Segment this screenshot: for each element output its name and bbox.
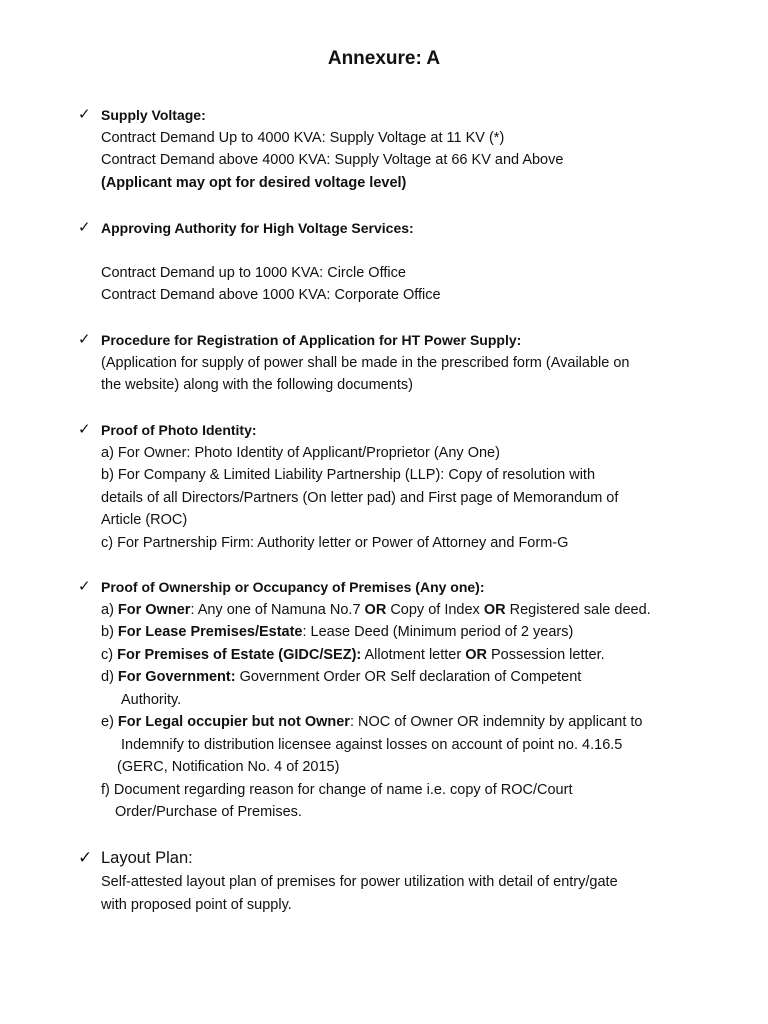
text-line: (Applicant may opt for desired voltage level) — [101, 174, 407, 191]
text-line: Order/Purchase of Premises. — [115, 804, 302, 820]
text-line: c) For Partnership Firm: Authority letter or Power of Attorney and Form-G — [101, 534, 569, 551]
text-line: Contract Demand up to 1000 KVA: Circle Office — [101, 264, 406, 281]
section-approving-authority — [78, 217, 738, 307]
text-line: a) For Owner: Photo Identity of Applicant/Proprietor (Any One) — [101, 444, 500, 461]
section-heading: ✓ Supply Voltage: — [78, 104, 738, 127]
page-title: Annexure: A — [327, 48, 441, 69]
section-procedure — [78, 329, 738, 397]
text-line: the website) along with the following documents) — [101, 377, 413, 393]
text-line: Contract Demand Up to 4000 KVA: Supply Voltage at 11 KV (*) — [101, 129, 505, 146]
text-line: a) For Owner: Any one of Namuna No.7 OR Copy of Index OR Registered sale deed. — [101, 601, 651, 618]
text-line: Authority. — [121, 691, 182, 708]
section-supply-voltage — [78, 104, 738, 194]
text-line: Self-attested layout plan of premises for power utilization with detail of entry/gate — [101, 874, 618, 890]
text-line: details of all Directors/Partners (On letter pad) and First page of Memorandum of — [101, 489, 619, 506]
text-line: Contract Demand above 4000 KVA: Supply Voltage at 66 KV and Above — [101, 152, 564, 168]
text-line: b) For Lease Premises/Estate: Lease Deed (Minimum period of 2 years) — [101, 624, 574, 640]
text-line: with proposed point of supply. — [101, 896, 292, 913]
section-heading: ✓ Proof of Photo Identity: — [78, 419, 738, 442]
text-line: b) For Company & Limited Liability Partnership (LLP): Copy of resolution with — [101, 467, 596, 483]
text-line: Article (ROC) — [101, 512, 188, 528]
text-line: (GERC, Notification No. 4 of 2015) — [117, 759, 340, 775]
section-heading: ✓ Proof of Ownership or Occupancy of Premises (Any one): — [78, 576, 738, 599]
section-heading: ✓ Procedure for Registration of Application for HT Power Supply: — [78, 329, 738, 352]
text-line: e) For Legal occupier but not Owner: NOC of Owner OR indemnity by applicant to — [101, 714, 643, 730]
checkmark-icon: ✓ — [78, 848, 93, 867]
section-heading: ✓ Approving Authority for High Voltage Services: — [78, 217, 738, 240]
text-line: Contract Demand above 1000 KVA: Corporate Office — [101, 287, 441, 303]
section-photo-identity — [78, 419, 738, 554]
checkmark-icon: ✓ — [78, 331, 91, 348]
checkmark-icon: ✓ — [78, 421, 91, 438]
text-line: c) For Premises of Estate (GIDC/SEZ): Allotment letter OR Possession letter. — [101, 646, 605, 663]
text-line: Indemnify to distribution licensee against losses on account of point no. 4.16.5 — [121, 736, 623, 753]
section-heading: ✓ Layout Plan: — [78, 845, 738, 871]
text-line: f) Document regarding reason for change of name i.e. copy of ROC/Court — [101, 781, 573, 798]
checkmark-icon: ✓ — [78, 578, 91, 595]
section-layout-plan — [78, 845, 738, 916]
checkmark-icon: ✓ — [78, 106, 91, 123]
text-line: (Application for supply of power shall be made in the prescribed form (Available on — [101, 354, 630, 371]
text-line: d) For Government: Government Order OR Self declaration of Competent — [101, 669, 582, 685]
section-ownership — [78, 576, 738, 824]
checkmark-icon: ✓ — [78, 219, 91, 236]
